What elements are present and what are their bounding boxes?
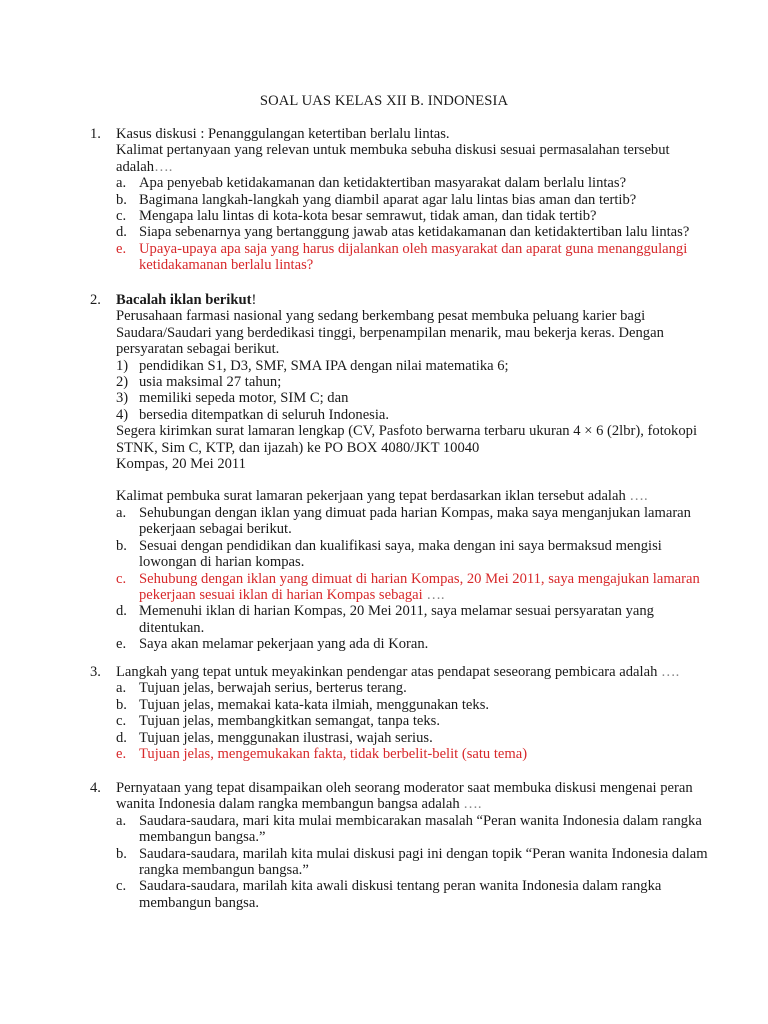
question-number: 3. [90, 664, 101, 680]
option-text: Tujuan jelas, mengemukakan fakta, tidak berbelit-belit (satu tema) [139, 746, 528, 763]
ad-text-line: Saudara/Saudari yang berdedikasi tinggi, berpenampilan menarik, mau bekerja keras. Dengan [116, 324, 664, 341]
option-label: c. [116, 570, 127, 587]
question-prompt [116, 488, 691, 504]
option-a [116, 505, 691, 538]
option-text: Tujuan jelas, membangkitkan semangat, tanpa teks. [139, 713, 441, 730]
option-label: c. [116, 713, 127, 730]
option-label: d. [116, 729, 127, 746]
requirement-text: usia maksimal 27 tahun; [139, 374, 282, 391]
option-text: Sesuai dengan pendidikan dan kualifikasi saya, maka dengan ini saya bermaksud mengisi [139, 537, 662, 554]
question-number: 4. [90, 780, 101, 796]
option-text: Tujuan jelas, menggunakan ilustrasi, wajah serius. [139, 729, 433, 746]
ellipsis: …. [463, 796, 482, 813]
option-a [116, 812, 702, 846]
requirement-text: bersedia ditempatkan di seluruh Indonesia. [139, 406, 390, 423]
question-heading [116, 292, 691, 308]
ellipsis: …. [629, 488, 648, 505]
option-text: Saudara-saudara, mari kita mulai membicarakan masalah “Peran wanita Indonesia dalam rangka [139, 812, 702, 829]
question-stem-line [116, 159, 691, 175]
heading-punct: ! [251, 292, 257, 308]
option-d [116, 603, 691, 636]
requirement-item [116, 358, 691, 374]
option-text: Tujuan jelas, berwajah serius, berterus terang. [139, 680, 407, 697]
option-label: d. [116, 224, 127, 241]
requirement-label: 1) [116, 357, 129, 374]
question-stem-line: Pernyataan yang tepat disampaikan oleh seorang moderator saat membuka diskusi mengenai peran [116, 780, 693, 796]
option-text-line [139, 587, 691, 603]
question-body [116, 780, 708, 911]
option-label: b. [116, 696, 127, 713]
option-label: b. [116, 845, 127, 862]
requirement-label: 3) [116, 390, 129, 407]
option-b [116, 845, 708, 879]
option-label: b. [116, 191, 127, 208]
option-text: membangun bangsa.” [139, 829, 266, 846]
question-body [116, 292, 700, 653]
option-text: Memenuhi iklan di harian Kompas, 20 Mei 2011, saya melamar sesuai persyaratan yang [139, 603, 654, 620]
question-stem-text: Langkah yang tepat untuk meyakinkan pendengar atas pendapat seseorang pembicara adalah [116, 664, 658, 680]
ellipsis: …. [661, 664, 680, 680]
option-label: c. [116, 208, 127, 225]
question-stem-line [116, 796, 691, 812]
question-stem-text: adalah [116, 158, 155, 175]
requirement-item [116, 374, 691, 390]
option-e-answer [116, 746, 691, 762]
option-label: e. [116, 636, 127, 653]
option-label: e. [116, 240, 127, 257]
prompt-text: Kalimat pembuka surat lamaran pekerjaan yang tepat berdasarkan iklan tersebut adalah [116, 488, 626, 505]
option-text: pekerjaan sesuai iklan di harian Kompas sebagai [139, 586, 423, 603]
question-number: 1. [90, 126, 101, 142]
requirement-text: memiliki sepeda motor, SIM C; dan [139, 390, 349, 407]
requirement-item [116, 407, 691, 423]
option-text: ditentukan. [139, 619, 205, 636]
requirement-text: pendidikan S1, D3, SMF, SMA IPA dengan nilai matematika 6; [139, 357, 509, 374]
option-text: rangka membangun bangsa.” [139, 862, 309, 879]
option-label: a. [116, 504, 127, 521]
question-stem-line: Kalimat pertanyaan yang relevan untuk membuka sebuha diskusi sesuai permasalahan tersebut [116, 142, 670, 159]
ad-closing-line: Segera kirimkan surat lamaran lengkap (CV, Pasfoto berwarna terbaru ukuran 4 × 6 (2lbr), fotokopi [116, 423, 697, 440]
ad-closing-line: STNK, Sim C, KTP, dan ijazah) ke PO BOX 4080/JKT 10040 [116, 439, 480, 456]
question-stem-line: Kasus diskusi : Penanggulangan ketertiban berlalu lintas. [116, 126, 450, 142]
option-c [116, 878, 691, 911]
ad-text-line: persyaratan sebagai berikut. [116, 341, 280, 358]
heading-text: Bacalah iklan berikut [116, 292, 252, 308]
question-body [116, 664, 691, 762]
option-b [116, 192, 691, 208]
question-body [116, 126, 691, 274]
option-d [116, 730, 691, 746]
option-text: Upaya-upaya apa saja yang harus dijalankan oleh masyarakat dan aparat guna menanggulangi [139, 240, 688, 257]
option-text: Sehubungan dengan iklan yang dimuat pada harian Kompas, maka saya menganjukan lamaran [139, 504, 691, 521]
question-stem-line [116, 664, 691, 680]
option-b [116, 538, 691, 571]
requirement-label: 4) [116, 406, 129, 423]
option-label: a. [116, 812, 127, 829]
option-text: ketidakamanan berlalu lintas? [139, 257, 314, 274]
option-label: b. [116, 537, 127, 554]
option-text: Mengapa lalu lintas di kota-kota besar semrawut, tidak aman, dan tidak tertib? [139, 208, 597, 225]
option-text: Saudara-saudara, marilah kita mulai diskusi pagi ini dengan topik “Peran wanita Indonesia dalam [139, 845, 708, 862]
ellipsis: …. [154, 158, 173, 175]
option-text: lowongan di harian kompas. [139, 554, 305, 571]
option-text: Apa penyebab ketidakamanan dan ketidaktertiban masyarakat dalam berlalu lintas? [139, 175, 627, 192]
option-text: Saudara-saudara, marilah kita awali diskusi tentang peran wanita Indonesia dalam rangka [139, 878, 662, 895]
option-e-answer [116, 241, 691, 274]
question-stem-text: wanita Indonesia dalam rangka membangun bangsa adalah [116, 796, 460, 813]
ellipsis: …. [426, 586, 445, 603]
requirement-label: 2) [116, 374, 129, 391]
option-text: membangun bangsa. [139, 894, 259, 911]
option-text: Tujuan jelas, memakai kata-kata ilmiah, menggunakan teks. [139, 696, 490, 713]
option-label: a. [116, 680, 127, 697]
option-text: Bagimana langkah-langkah yang diambil aparat agar lalu lintas bias aman dan tertib? [139, 191, 637, 208]
option-text: Sehubung dengan iklan yang dimuat di harian Kompas, 20 Mei 2011, saya mengajukan lamaran [139, 570, 700, 587]
option-a [116, 175, 691, 191]
option-c [116, 208, 691, 224]
option-label: d. [116, 603, 127, 620]
requirement-item [116, 390, 691, 406]
option-d [116, 224, 691, 240]
spacer [116, 472, 691, 488]
option-text: pekerjaan sebagai berikut. [139, 521, 292, 538]
option-e [116, 636, 691, 652]
option-label: a. [116, 175, 127, 192]
option-text: Saya akan melamar pekerjaan yang ada di Koran. [139, 636, 429, 653]
option-a [116, 680, 691, 696]
ad-closing-line: Kompas, 20 Mei 2011 [116, 456, 246, 473]
option-b [116, 697, 691, 713]
question-number: 2. [90, 292, 101, 308]
option-c [116, 713, 691, 729]
option-text: Siapa sebenarnya yang bertanggung jawab atas ketidakamanan dan ketidaktertiban lalu lintas? [139, 224, 690, 241]
page-title: SOAL UAS KELAS XII B. INDONESIA [259, 93, 509, 109]
option-label: e. [116, 746, 127, 763]
ad-text-line: Perusahaan farmasi nasional yang sedang berkembang pesat membuka peluang karier bagi [116, 308, 646, 325]
option-c-answer [116, 570, 700, 604]
option-label: c. [116, 878, 127, 895]
